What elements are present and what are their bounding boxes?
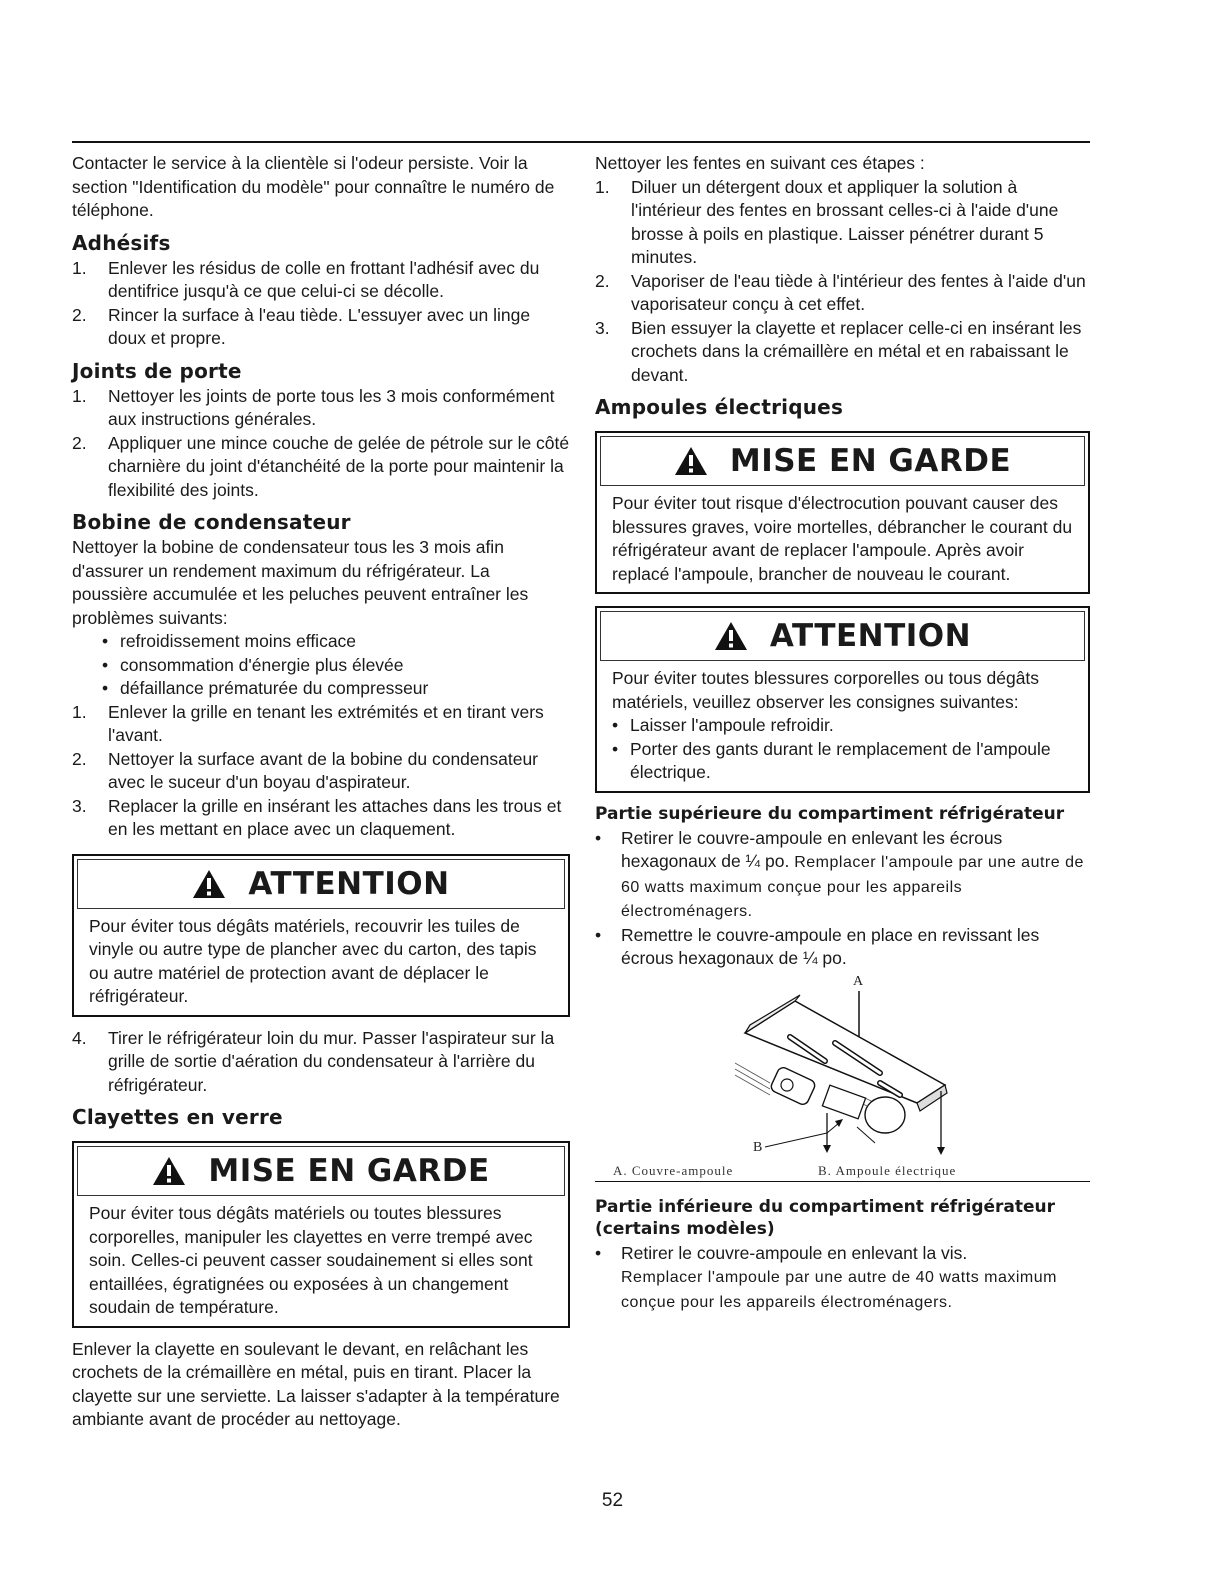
attention-title: ATTENTION [769, 618, 972, 654]
warning-title: MISE EN GARDE [729, 443, 1012, 479]
list-item: • consommation d'énergie plus élevée [102, 654, 404, 675]
list-item: • Laisser l'ampoule refroidir. [612, 715, 834, 735]
bulb-cover-figure [595, 973, 1090, 1163]
list-item: 1. Diluer un détergent doux et appliquer la solution à l'intérieur des fentes en brossant celles-ci à l'aide d'une brosse à poils en plastique. Laisser pénétrer durant 5 minutes. [595, 176, 1059, 267]
right-column [595, 152, 1090, 1314]
warning-text: Pour éviter tout risque d'électrocution pouvant causer des blessures graves, voire mortelles, débrancher le courant du réfrigérateur avant de replacer l'ampoule. Après avoir replacé l'ampoule, brancher de nouveau le courant. [612, 493, 1073, 584]
list-item: 3. Bien essuyer la clayette et replacer celle-ci en insérant les crochets dans la crémaillère en métal et en rabaissant le devant. [595, 317, 1082, 385]
list-item: 2. Vaporiser de l'eau tiède à l'intérieur des fentes à l'aide d'un vaporisateur conçu à cet effet. [595, 270, 1086, 314]
warning-triangle-icon [714, 621, 748, 651]
heading-bottom-compartment: Partie inférieure du compartiment réfrigérateur (certains modèles) [595, 1196, 1056, 1239]
warning-header [77, 1146, 565, 1196]
list-item: 1. Nettoyer les joints de porte tous les 3 mois conformément aux instructions générales. [72, 385, 555, 429]
heading-adhesifs: Adhésifs [72, 230, 171, 255]
warning-box-bulbs [595, 431, 1090, 594]
bottom-compartment-steps [595, 1242, 1090, 1315]
warning-triangle-icon [192, 869, 226, 899]
warning-triangle-icon [152, 1156, 186, 1186]
list-item: • refroidissement moins efficace [102, 631, 357, 651]
clayettes-outro: Enlever la clayette en soulevant le devant, en relâchant les crochets de la crémaillère en métal, puis en tirant. Placer la clayette sur une serviette. La laisser s'adapter à la température ambiante avant de procéder au nettoyage. [72, 1338, 560, 1429]
heading-bobine: Bobine de condensateur [72, 510, 351, 534]
list-item: • Retirer le couvre-ampoule en enlevant les écrous hexagonaux de ¼ po. Remplacer l'ampoule par une autre de 60 watts maximum conçue pour les appareils électroménagers. [595, 827, 1084, 920]
attention-box-bulbs [595, 606, 1090, 793]
fentes-steps [595, 176, 1090, 388]
fentes-intro: Nettoyer les fentes en suivant ces étapes : [595, 153, 925, 173]
odor-note: Contacter le service à la clientèle si l'odeur persiste. Voir la section "Identification du modèle" pour connaître le numéro de téléphone. [72, 153, 555, 220]
adhesifs-steps [72, 257, 570, 351]
list-item: 2. Nettoyer la surface avant de la bobine du condensateur avec le suceur d'un boyau d'aspirateur. [72, 748, 539, 792]
left-column [72, 152, 570, 1432]
list-item: 1. Enlever la grille en tenant les extrémités et en tirant vers l'avant. [72, 701, 544, 745]
warning-title: MISE EN GARDE [208, 1153, 490, 1189]
bobine-step-4 [72, 1027, 570, 1098]
label-a: A [853, 973, 864, 989]
list-item: • Retirer le couvre-ampoule en enlevant la vis. Remplacer l'ampoule par une autre de 40 watts maximum conçue pour les appareils électroménagers. [595, 1242, 1057, 1311]
list-item: 2. Appliquer une mince couche de gelée de pétrole sur le côté charnière du joint d'étanchéité de la porte pour maintenir la flexibilité des joints. [72, 432, 570, 500]
attention-intro: Pour éviter toutes blessures corporelles ou tous dégâts matériels, veuillez observer les consignes suivantes: [612, 668, 1040, 712]
heading-ampoules: Ampoules électriques [595, 395, 844, 419]
heading-joints: Joints de porte [72, 358, 242, 383]
list-item: • Remettre le couvre-ampoule en place en revissant les écrous hexagonaux de ¼ po. [595, 924, 1040, 968]
top-rule [72, 141, 1090, 143]
attention-header [600, 611, 1085, 661]
bulb-cover-illustration [595, 973, 1090, 1163]
bobine-problems [102, 630, 570, 701]
warning-text: Pour éviter tous dégâts matériels ou toutes blessures corporelles, manipuler les clayettes en verre trempé avec soin. Celles-ci peuvent casser soudainement si elles sont entaillées, égratignées ou exposées à un changement soudain de température. [89, 1203, 533, 1317]
warning-triangle-icon [674, 446, 708, 476]
list-item: 2. Rincer la surface à l'eau tiède. L'essuyer avec un linge doux et propre. [72, 304, 531, 348]
heading-top-compartment: Partie supérieure du compartiment réfrigérateur [595, 803, 1065, 824]
figure-caption [595, 1163, 1090, 1182]
attention-title: ATTENTION [248, 865, 450, 902]
warning-box-shelves [72, 1141, 570, 1328]
list-item: 3. Replacer la grille en insérant les attaches dans les trous et en les mettant en place avec un claquement. [72, 795, 562, 839]
caption-a: A. Couvre-ampoule [613, 1162, 734, 1178]
joints-steps [72, 385, 570, 503]
bobine-steps [72, 701, 570, 842]
heading-clayettes: Clayettes en verre [72, 1105, 283, 1129]
bobine-intro: Nettoyer la bobine de condensateur tous les 3 mois afin d'assurer un rendement maximum du réfrigérateur. La poussière accumulée et les peluches peuvent entraîner les problèmes suivants: [72, 537, 529, 628]
list-item: • défaillance prématurée du compresseur [102, 678, 429, 698]
page-number: 52 [601, 1490, 624, 1511]
top-compartment-steps [595, 827, 1090, 971]
label-b: B [753, 1139, 763, 1155]
warning-header [600, 436, 1085, 486]
list-item: 1. Enlever les résidus de colle en frottant l'adhésif avec du dentifrice jusqu'à ce que celui-ci se décolle. [72, 257, 540, 301]
attention-text: Pour éviter tous dégâts matériels, recouvrir les tuiles de vinyle ou autre type de plancher avec du carton, des tapis ou autre matériel de protection avant de déplacer le réfrigérateur. [89, 915, 537, 1006]
attention-bullets [612, 714, 1073, 785]
attention-header [77, 859, 565, 909]
list-item: • Porter des gants durant le remplacement de l'ampoule électrique. [612, 738, 1051, 782]
attention-box-floor [72, 854, 570, 1017]
caption-b: B. Ampoule électrique [818, 1162, 957, 1178]
list-item: 4. Tirer le réfrigérateur loin du mur. Passer l'aspirateur sur la grille de sortie d'aération du condensateur à l'arrière du réfrigérateur. [72, 1027, 555, 1095]
